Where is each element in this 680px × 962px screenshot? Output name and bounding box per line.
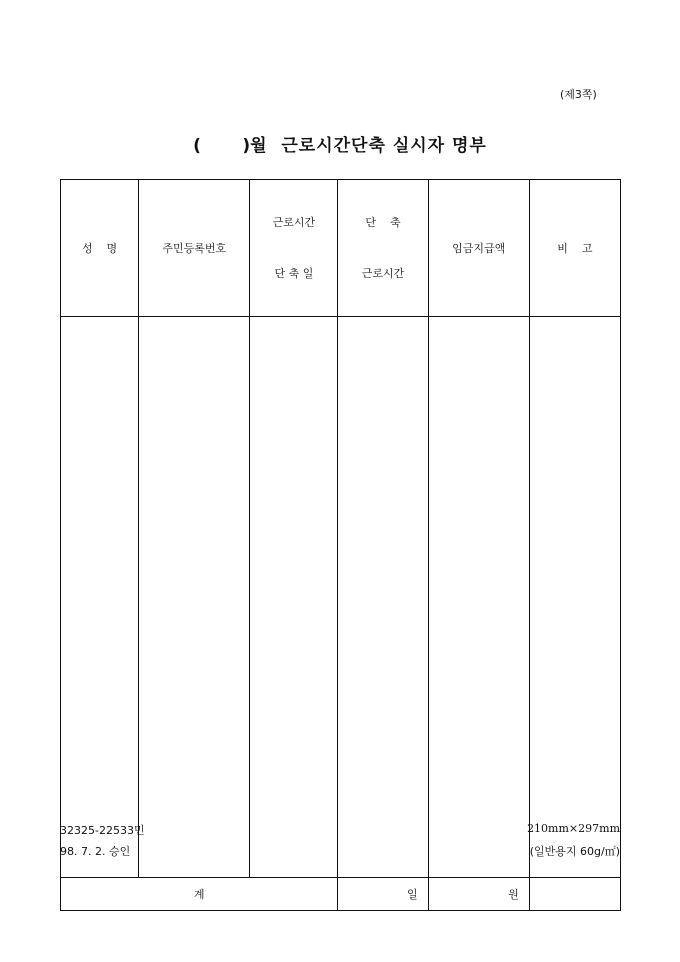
document-title xyxy=(0,131,680,156)
reduced-hours-cell[interactable] xyxy=(338,317,428,878)
total-note-cell[interactable] xyxy=(529,878,620,911)
header-reduced-hours-line1: 단 축 xyxy=(365,216,401,229)
header-reduced-hours xyxy=(338,180,428,317)
total-row xyxy=(61,878,621,911)
wage-cell[interactable] xyxy=(428,317,529,878)
form-code: 32325-22533민 xyxy=(60,824,145,837)
header-wage: 임금지급액 xyxy=(428,180,529,317)
reduction-date-cell[interactable] xyxy=(250,317,338,878)
header-name: 성 명 xyxy=(61,180,139,317)
header-reduction-date-line2: 단 축 일 xyxy=(274,267,314,280)
total-won: 원 xyxy=(428,878,529,911)
approval-date: 98. 7. 2. 승인 xyxy=(60,845,131,858)
note-cell[interactable] xyxy=(529,317,620,878)
total-days: 일 xyxy=(338,878,428,911)
paper-size: 210mm×297mm xyxy=(527,822,620,835)
roster-table xyxy=(60,179,621,911)
entry-row xyxy=(61,317,621,878)
header-row xyxy=(61,180,621,317)
page-label: (제3쪽) xyxy=(560,88,597,101)
total-label: 계 xyxy=(61,878,338,911)
header-reduction-date xyxy=(250,180,338,317)
header-reduced-hours-line2: 근로시간 xyxy=(361,267,405,280)
month-blank: ( ) xyxy=(193,136,251,156)
resident-id-cell[interactable] xyxy=(139,317,250,878)
paper-type: (일반용지 60g/㎡) xyxy=(529,845,620,858)
title-text: 월 근로시간단축 실시자 명부 xyxy=(250,136,487,156)
header-resident-id: 주민등록번호 xyxy=(139,180,250,317)
header-note: 비 고 xyxy=(529,180,620,317)
name-cell[interactable] xyxy=(61,317,139,878)
header-reduction-date-line1: 근로시간 xyxy=(272,216,316,229)
